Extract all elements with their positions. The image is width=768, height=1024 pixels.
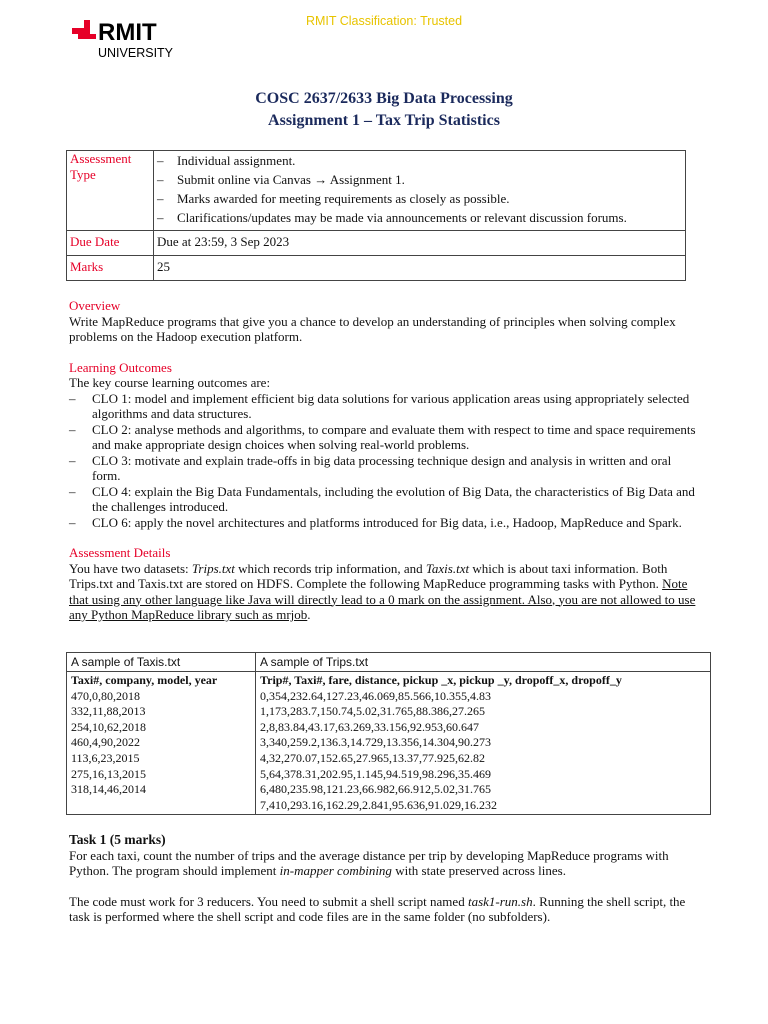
assessment-details-heading: Assessment Details xyxy=(69,545,171,560)
list-item: – CLO 3: motivate and explain trade-offs in big data processing technique design and analysis in written and oral form. xyxy=(69,452,672,483)
list-item: – CLO 4: explain the Big Data Fundamentals, including the evolution of Big Data, the characteristics of Big Data and the challenges introduced. xyxy=(69,483,695,514)
course-title: COSC 2637/2633 Big Data Processing xyxy=(255,90,513,107)
taxis-sample-cell xyxy=(67,672,256,815)
assessment-type-label: Assessment Type xyxy=(67,151,154,231)
trips-sample-header: A sample of Trips.txt xyxy=(256,653,711,672)
marks-value: 25 xyxy=(154,256,686,281)
table-row: 0,354,232.64,127.23,46.069,85.566,10.355,4.83 xyxy=(260,688,491,703)
table-row: 4,32,270.07,152.65,27.965,13.37,77.925,62.82 xyxy=(260,750,485,765)
main-content xyxy=(69,298,701,623)
table-row: 2,8,83.84,43.17,63.269,33.156,92.953,60.647 xyxy=(260,719,479,734)
table-row: 113,6,23,2015 xyxy=(71,750,140,765)
table-row: 7,410,293.16,162.29,2.841,95.636,91.029,16.232 xyxy=(260,797,497,812)
task1-paragraph-2: The code must work for 3 reducers. You need to submit a shell script named task1-run.sh. Running the shell script, the task is performed where the shell script and code files are in the same folder (no subfolders). xyxy=(69,893,686,924)
assessment-details-text: You have two datasets: Trips.txt which records trip information, and Taxis.txt which is about taxi information. Both Trips.txt and Taxis.txt are stored on HDFS. Complete the following MapReduce programming tasks with Python. Note that using any other language like Java will directly lead to a 0 mark on the assignment. Also, you are not allowed to use any Python MapReduce library such as mrjob. xyxy=(69,560,696,622)
table-row: 275,16,13,2015 xyxy=(71,766,146,781)
list-item: – CLO 1: model and implement efficient big data solutions for various application areas using appropriately selected algorithms and data structures. xyxy=(69,390,690,421)
list-item: – CLO 6: apply the novel architectures and platforms introduced for Big data, i.e., Hadoop, MapReduce and Spark. xyxy=(69,514,682,530)
list-item: – Individual assignment. xyxy=(157,153,296,168)
classification-label: RMIT Classification: Trusted xyxy=(305,14,463,28)
assignment-title: Assignment 1 – Tax Trip Statistics xyxy=(268,112,500,129)
task1-paragraph-1: For each taxi, count the number of trips and the average distance per trip by developing MapReduce programs with Python. The program should implement in-mapper combining with state preserved across lines. xyxy=(69,847,669,878)
marks-label: Marks xyxy=(67,256,154,281)
taxis-sample-header: A sample of Taxis.txt xyxy=(67,653,256,672)
language-warning: Note that using any other language like Java will directly lead to a 0 mark on the assignment. Also, you are not allowed to use any Python MapReduce library such as mrjob xyxy=(69,576,696,622)
table-row: 6,480,235.98,121.23,66.982,66.912,5.02,31.765 xyxy=(260,782,491,797)
logo-subtext: UNIVERSITY xyxy=(98,46,174,60)
table-row: 3,340,259.2,136.3,14.729,13.356,14.304,90.273 xyxy=(260,735,491,750)
table-row: 1,173,283.7,150.74,5.02,31.765,88.386,27.265 xyxy=(260,704,485,719)
taxis-columns: Taxi#, company, model, year xyxy=(71,673,218,687)
assessment-type-cell xyxy=(154,151,686,231)
list-item: – Submit online via Canvas → Assignment 1. xyxy=(157,172,405,187)
sample-data-table xyxy=(66,652,711,815)
due-date-value: Due at 23:59, 3 Sep 2023 xyxy=(154,231,686,256)
task1-title: Task 1 (5 marks) xyxy=(69,832,166,847)
table-row: 318,14,46,2014 xyxy=(71,782,146,797)
table-row: 5,64,378.31,202.95,1.145,94.519,98.296,35.469 xyxy=(260,766,491,781)
learning-outcomes-intro: The key course learning outcomes are: xyxy=(69,375,271,390)
overview-text: Write MapReduce programs that give you a chance to develop an understanding of principles when solving complex problems on the Hadoop execution platform. xyxy=(69,313,676,344)
list-item: – Marks awarded for meeting requirements as closely as possible. xyxy=(157,191,510,206)
logo-text: RMIT xyxy=(98,19,157,46)
learning-outcomes-heading: Learning Outcomes xyxy=(69,359,172,375)
trips-columns: Trip#, Taxi#, fare, distance, pickup _x, pickup _y, dropoff_x, dropoff_y xyxy=(260,673,622,687)
assessment-info-table xyxy=(66,150,686,281)
title-block xyxy=(0,88,768,132)
due-date-label: Due Date xyxy=(67,231,154,256)
table-row: 470,0,80,2018 xyxy=(71,688,140,703)
table-row: 460,4,90,2022 xyxy=(71,735,140,750)
list-item: – CLO 2: analyse methods and algorithms, to compare and evaluate them with respect to time and space requirements and make appropriate design choices when solving real-world problems. xyxy=(69,421,696,452)
task1-section xyxy=(69,832,701,925)
list-item: – Clarifications/updates may be made via announcements or relevant discussion forums. xyxy=(157,210,627,225)
table-row: 332,11,88,2013 xyxy=(71,704,146,719)
overview-heading: Overview xyxy=(69,298,121,313)
trips-sample-cell xyxy=(256,672,711,815)
table-row: 254,10,62,2018 xyxy=(71,719,146,734)
